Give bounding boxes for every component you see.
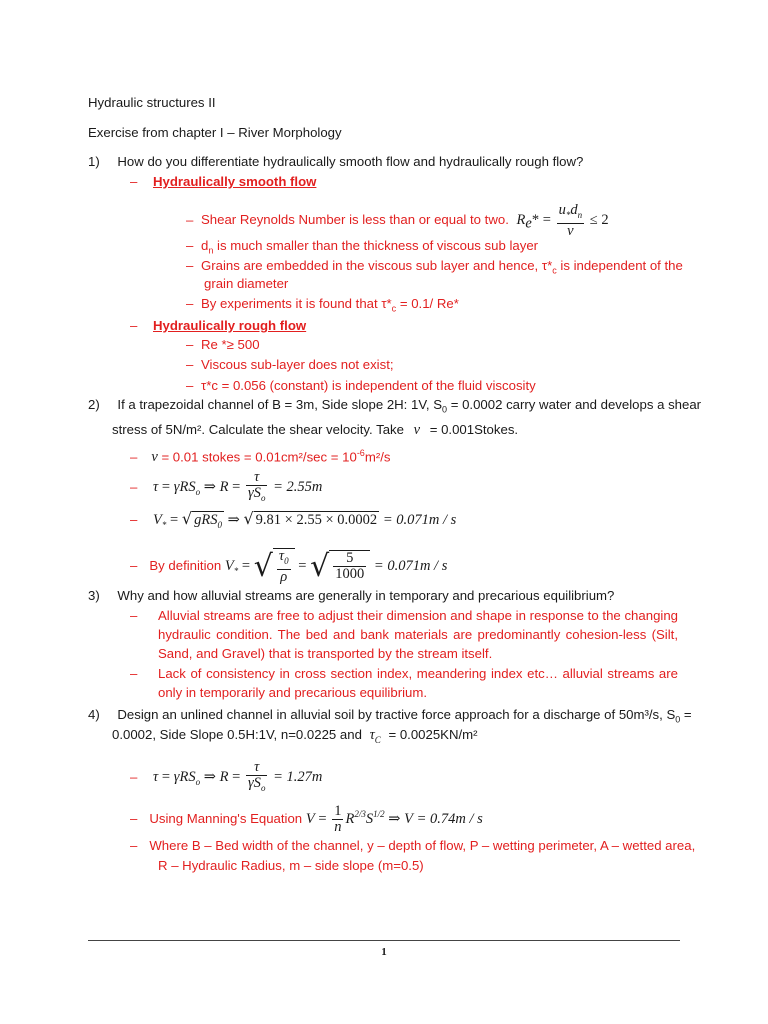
q3-answer-1-dash: – (130, 608, 138, 623)
q2-answer-4: – By definition $V_*$ = √ $\frac{\tau_0}{\rho}$ = √ $\frac{5}{1000}$ = 0.071m / s (130, 548, 448, 585)
q2-number: 2) (88, 397, 100, 412)
q2-answer-3: – $V_*$ = √ gRS$_0$ ⇒ √ 9.81 × 2.55 × 0.0002 = 0.071m / s (130, 510, 456, 534)
q3-answer-1: Alluvial streams are free to adjust their dimension and shape in response to the changing hydraulic condition. The bed and bank materials are predominantly cohesion-less (Silt, Sand, and Gravel) that is transported by the stream itself. (158, 608, 678, 661)
q1-smooth-item-2: – $d_n$ is much smaller than the thickness of viscous sub layer (186, 238, 539, 256)
q1-smooth-item-1: – Shear Reynolds Number is less than or equal to two. $R_e*$ = $\frac{u_*d_n}{\nu}$ ≤ 2 (186, 202, 609, 239)
q4-number: 4) (88, 707, 100, 722)
shear-reynolds-formula: $R_e*$ = $\frac{u_*d_n}{\nu}$ ≤ 2 (516, 202, 609, 239)
exercise-title: Exercise from chapter I – River Morphology (88, 125, 342, 140)
q1-smooth-item-3: – Grains are embedded in the viscous sub layer and hence, $\tau*_c$ is independent of the (186, 258, 683, 276)
q4-formula-radius: τ = γRS$_o$ ⇒ R = $\frac{\tau}{\gamma S_o}$ = 1.27m (153, 759, 323, 793)
q3-number: 3) (88, 588, 100, 603)
q1-number: 1) (88, 154, 100, 169)
q4-question-line-2: 0.0002, Side Slope 0.5H:1V, n=0.0225 and $\tau_C = 0.0025KN/m^2$ (112, 727, 478, 745)
q1-smooth-item-4: – By experiments it is found that $\tau*_c = 0.1/$ Re* (186, 296, 459, 314)
course-title: Hydraulic structures II (88, 95, 216, 110)
q4-question-line-1: 4) Design an unlined channel in alluvial soil by tractive force approach for a discharge of 50m³/s, $S_0$ = (88, 707, 692, 725)
q1-rough-item-2: – Viscous sub-layer does not exist; (186, 357, 394, 372)
q4-answer-3: – Where B – Bed width of the channel, y – depth of flow, P – wetting perimeter, A – wetted area, (130, 838, 696, 853)
q2-formula-definition: $V_*$ = √ $\frac{\tau_0}{\rho}$ = √ $\frac{5}{1000}$ = 0.071m / s (224, 548, 448, 585)
q3-text: Why and how alluvial streams are generally in temporary and precarious equilibrium? (117, 588, 615, 603)
q2-question-line-1: 2) If a trapezoidal channel of B = 3m, Side slope 2H: 1V, $S_0 = 0.0002$ carry water and develops a shear (88, 397, 702, 415)
q3-question (88, 587, 614, 604)
q2-formula-radius: τ = γRS$_o$ ⇒ R = $\frac{\tau}{\gamma S_o}$ = 2.55m (153, 469, 323, 503)
footer-rule (88, 940, 680, 941)
q3-answer-2: Lack of consistency in cross section index, meandering index etc… alluvial streams are only in temporarily and precarious equilibrium. (158, 666, 678, 700)
q1-question (88, 153, 583, 170)
page-number: 1 (381, 946, 387, 958)
q1-rough-item-1: – Re *≥ 500 (186, 337, 260, 352)
q2-answer-2: – τ = γRS$_o$ ⇒ R = $\frac{\tau}{\gamma S_o}$ = 2.55m (130, 469, 323, 503)
q4-answer-2: – Using Manning's Equation V = $\frac{1}{n}$ $R^{2/3}S^{1/2}$ ⇒ V = 0.74m / s (130, 803, 483, 835)
q1-smooth-item-3-cont: grain diameter (204, 276, 289, 291)
q2-formula-velocity: $V_*$ = √ gRS$_0$ ⇒ √ 9.81 × 2.55 × 0.0002 = 0.071m / s (149, 512, 456, 527)
q1-text: How do you differentiate hydraulically smooth flow and hydraulically rough flow? (117, 154, 584, 169)
q1-rough-heading: – Hydraulically rough flow (130, 318, 307, 333)
q1-rough-item-3: – τ*c = 0.056 (constant) is independent of the fluid viscosity (186, 378, 536, 393)
q2-answer-1: – ν = 0.01 stokes = $0.01cm^2/\sec = 10^{-6}m^2/s$ (130, 448, 391, 466)
q1-smooth-heading: – Hydraulically smooth flow (130, 174, 317, 189)
q4-answer-3-cont: R – Hydraulic Radius, m – side slope (m=0.5) (158, 858, 424, 873)
q4-answer-1: – τ = γRS$_o$ ⇒ R = $\frac{\tau}{\gamma S_o}$ = 1.27m (130, 759, 323, 793)
q4-formula-manning: V = $\frac{1}{n}$ $R^{2/3}S^{1/2}$ ⇒ V = 0.74m / s (305, 803, 483, 835)
q2-question-line-2: stress of 5N/m². Calculate the shear velocity. Take ν = 0.001Stokes. (112, 422, 519, 438)
q3-answer-2-dash: – (130, 666, 138, 681)
